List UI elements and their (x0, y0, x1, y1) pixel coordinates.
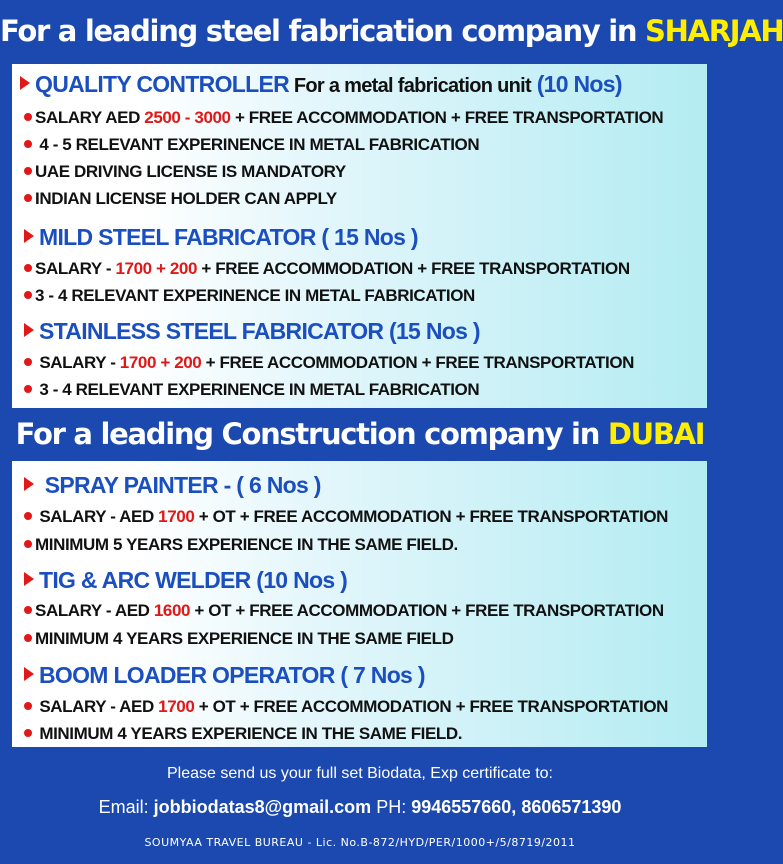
job-title-mild-steel-fabricator (24, 224, 707, 251)
bullet-item (24, 286, 707, 306)
job-title-text: BOOM LOADER OPERATOR (39, 662, 335, 688)
arrow-right-icon (24, 229, 34, 243)
arrow-right-icon (24, 572, 34, 586)
dubai-jobs-panel (12, 461, 707, 747)
salary-amount: 2500 - 3000 (144, 108, 231, 127)
arrow-right-icon (24, 477, 34, 491)
job-title-text: TIG & ARC WELDER (39, 567, 251, 593)
bullet-item (24, 535, 707, 555)
job-count: (10 Nos) (531, 71, 622, 97)
bullet-dot-icon (24, 167, 32, 175)
job-count: - ( 6 Nos ) (217, 472, 321, 498)
bullet-text: SALARY AED (35, 108, 145, 127)
bullet-text: MINIMUM 4 YEARS EXPERIENCE IN THE SAME FIELD. (35, 724, 463, 743)
bullet-item (24, 108, 707, 128)
footer-instruction: Please send us your full set Biodata, Exp certificate to: (167, 765, 553, 782)
bullet-text: INDIAN LICENSE HOLDER CAN APPLY (35, 189, 337, 208)
bullet-dot-icon (24, 634, 32, 642)
bullet-dot-icon (24, 540, 32, 548)
bullet-dot-icon (24, 606, 32, 614)
footer-license: SOUMYAA TRAVEL BUREAU - Lic. No.B-872/HYD/PER/1000+/5/8719/2011 (144, 836, 576, 849)
bullet-text: MINIMUM 4 YEARS EXPERIENCE IN THE SAME FIELD (35, 629, 454, 648)
job-title-text: STAINLESS STEEL FABRICATOR (39, 318, 384, 344)
bullet-item (24, 353, 707, 373)
bullet-dot-icon (24, 113, 32, 121)
job-title-text: SPRAY PAINTER (39, 472, 218, 498)
job-title-tig-arc-welder (24, 567, 707, 594)
phone-numbers: 9946557660, 8606571390 (411, 797, 622, 817)
bullet-text: SALARY - (35, 259, 116, 278)
bullet-text: 3 - 4 RELEVANT EXPERINENCE IN METAL FABRICATION (35, 286, 475, 305)
email-label: Email: (98, 797, 154, 817)
bullet-text: + FREE ACCOMMODATION + FREE TRANSPORTATION (201, 353, 635, 372)
bullet-item (24, 135, 707, 155)
bullet-dot-icon (24, 729, 32, 737)
job-title-spray-painter (24, 472, 707, 499)
bullet-item (24, 162, 707, 182)
sharjah-headline (0, 14, 783, 48)
salary-amount: 1700 + 200 (119, 353, 202, 372)
salary-amount: 1700 (158, 507, 195, 526)
bullet-text: SALARY - AED (35, 507, 159, 526)
bullet-text: 4 - 5 RELEVANT EXPERINENCE IN METAL FABRICATION (35, 135, 480, 154)
bullet-item (24, 189, 707, 209)
bullet-item (24, 259, 707, 279)
bullet-text: SALARY - AED (35, 697, 159, 716)
arrow-right-icon (24, 667, 34, 681)
job-count: ( 15 Nos ) (315, 224, 418, 250)
job-count: ( 7 Nos ) (334, 662, 425, 688)
sharjah-jobs-panel (12, 64, 707, 408)
bullet-text: + OT + FREE ACCOMMODATION + FREE TRANSPORTATION (194, 507, 669, 526)
arrow-right-icon (20, 76, 30, 90)
phone-label: PH: (371, 797, 412, 817)
salary-amount: 1600 (153, 601, 191, 620)
bullet-dot-icon (24, 264, 32, 272)
dubai-headline-city: DUBAI (607, 417, 705, 451)
job-title-text: QUALITY CONTROLLER (35, 71, 290, 97)
bullet-text: SALARY - AED (35, 601, 154, 620)
footer-contact (0, 797, 720, 818)
bullet-text: MINIMUM 5 YEARS EXPERIENCE IN THE SAME FIELD. (35, 535, 458, 554)
bullet-text: + FREE ACCOMMODATION + FREE TRANSPORTATION (197, 259, 630, 278)
job-title-quality-controller (20, 71, 707, 98)
salary-amount: 1700 (158, 697, 195, 716)
sharjah-headline-prefix: For a leading steel fabrication company in (0, 14, 645, 48)
bullet-dot-icon (24, 358, 32, 366)
bullet-item (24, 724, 707, 744)
arrow-right-icon (24, 323, 34, 337)
email-link[interactable]: jobbiodatas8@gmail.com (153, 797, 372, 817)
bullet-item (24, 629, 707, 649)
bullet-text: 3 - 4 RELEVANT EXPERINENCE IN METAL FABRICATION (35, 380, 480, 399)
bullet-item (24, 507, 707, 527)
job-title-stainless-steel-fabricator (24, 318, 707, 345)
salary-amount: 1700 + 200 (115, 259, 198, 278)
bullet-text: + OT + FREE ACCOMMODATION + FREE TRANSPORTATION (194, 697, 669, 716)
bullet-text: + OT + FREE ACCOMMODATION + FREE TRANSPORTATION (190, 601, 664, 620)
bullet-dot-icon (24, 194, 32, 202)
job-subtitle: For a metal fabrication unit (289, 75, 531, 97)
bullet-item (24, 601, 707, 621)
bullet-text: SALARY - (35, 353, 120, 372)
bullet-item (24, 697, 707, 717)
bullet-dot-icon (24, 140, 32, 148)
bullet-dot-icon (24, 385, 32, 393)
job-count: (10 Nos ) (250, 567, 348, 593)
bullet-dot-icon (24, 291, 32, 299)
bullet-text: UAE DRIVING LICENSE IS MANDATORY (35, 162, 346, 181)
job-title-boom-loader-operator (24, 662, 707, 689)
job-count: (15 Nos ) (383, 318, 480, 344)
dubai-headline-prefix: For a leading Construction company in (15, 417, 608, 451)
sharjah-headline-city: SHARJAH (645, 14, 783, 48)
bullet-dot-icon (24, 702, 32, 710)
bullet-dot-icon (24, 512, 32, 520)
bullet-text: + FREE ACCOMMODATION + FREE TRANSPORTATION (230, 108, 664, 127)
bullet-item (24, 380, 707, 400)
job-title-text: MILD STEEL FABRICATOR (39, 224, 316, 250)
dubai-headline (0, 417, 720, 451)
